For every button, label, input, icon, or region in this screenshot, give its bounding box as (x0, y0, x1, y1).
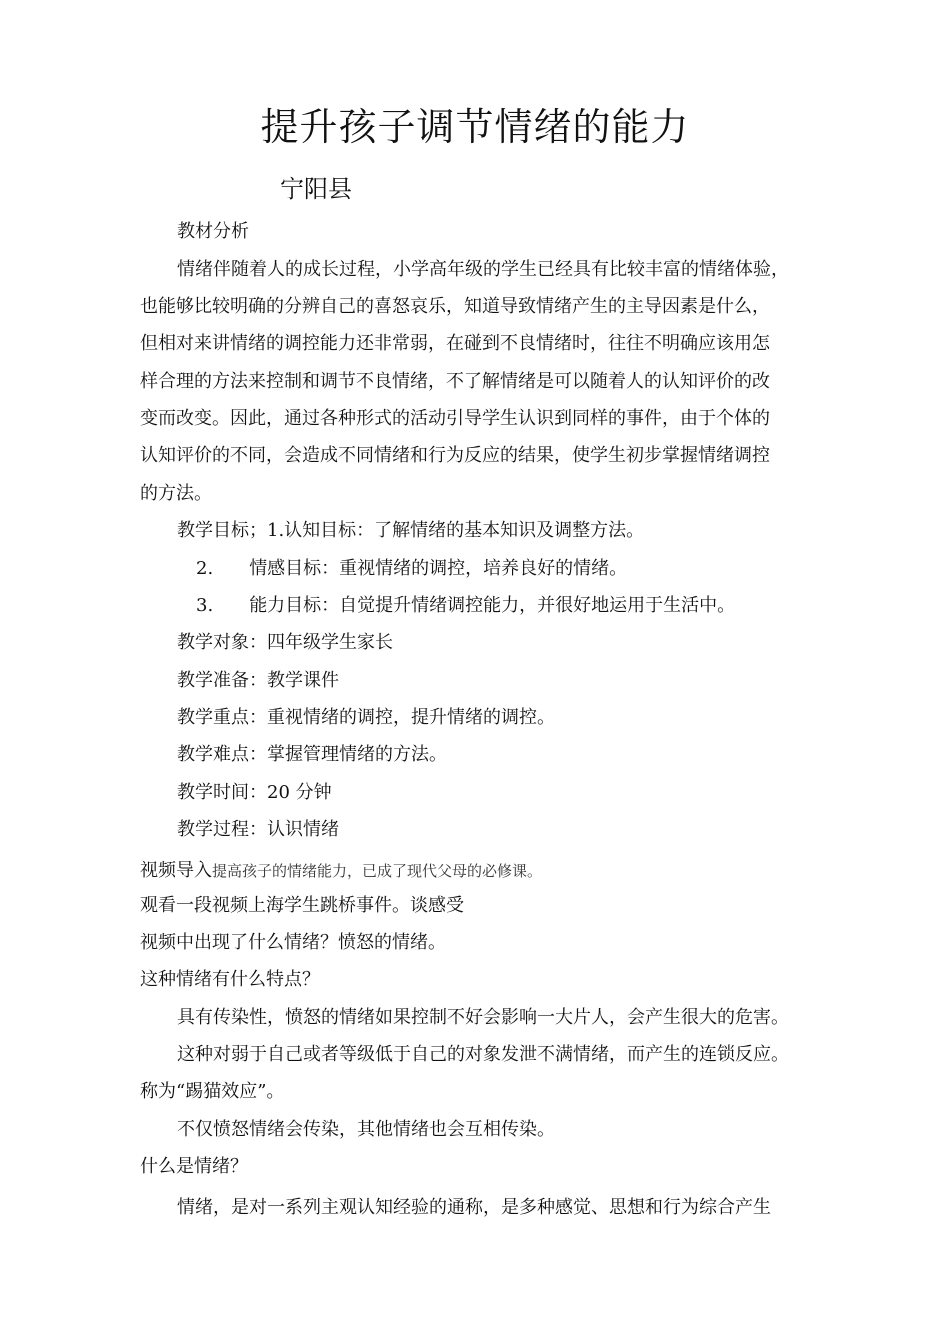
video-intro-text: 提高孩子的情绪能力，已成了现代父母的必修课。 (212, 862, 543, 880)
analysis-line: 也能够比较明确的分辨自己的喜怒哀乐，知道导致情绪产生的主导因素是什么， (140, 296, 770, 317)
teaching-goal-2 (196, 556, 627, 582)
teaching-goal-1: 教学目标；1.认知目标：了解情绪的基本知识及调整方法。 (177, 520, 645, 541)
teaching-focus: 教学重点：重视情绪的调控，提升情绪的调控。 (177, 707, 555, 728)
goal-3-number: 3. (196, 595, 214, 616)
paragraph-line: 这种对弱于自己或者等级低于自己的对象发泄不满情绪，而产生的连锁反应。 (177, 1044, 789, 1065)
teaching-difficulty: 教学难点：掌握管理情绪的方法。 (177, 744, 447, 765)
teaching-goal-3 (196, 593, 735, 619)
analysis-line: 的方法。 (140, 483, 212, 504)
video-intro (140, 858, 542, 884)
paragraph-line: 情绪，是对一系列主观认知经验的通称，是多种感觉、思想和行为综合产生 (177, 1197, 771, 1218)
analysis-line: 变而改变。因此，通过各种形式的活动引导学生认识到同样的事件，由于个体的 (140, 408, 770, 429)
analysis-line: 但相对来讲情绪的调控能力还非常弱，在碰到不良情绪时，往往不明确应该用怎 (140, 333, 770, 354)
watch-video-line: 观看一段视频上海学生跳桥事件。谈感受 (140, 895, 464, 916)
goal-3-text: 能力目标：自觉提升情绪调控能力，并很好地运用于生活中。 (249, 595, 736, 616)
paragraph-line: 不仅愤怒情绪会传染，其他情绪也会互相传染。 (177, 1119, 555, 1140)
analysis-line: 情绪伴随着人的成长过程，小学高年级的学生已经具有比较丰富的情绪体验， (177, 259, 789, 280)
paragraph-line: 称为“踢猫效应”。 (140, 1081, 285, 1102)
question-line: 视频中出现了什么情绪？愤怒的情绪。 (140, 932, 446, 953)
teaching-target: 教学对象：四年级学生家长 (177, 632, 393, 653)
section-heading-analysis: 教材分析 (177, 221, 249, 242)
goal-2-text: 情感目标：重视情绪的调控，培养良好的情绪。 (249, 558, 628, 579)
analysis-line: 认知评价的不同，会造成不同情绪和行为反应的结果，使学生初步掌握情绪调控 (140, 445, 770, 466)
video-intro-label: 视频导入 (140, 860, 212, 881)
document-title: 提升孩子调节情绪的能力 (260, 105, 690, 149)
analysis-line: 样合理的方法来控制和调节不良情绪，不了解情绪是可以随着人的认知评价的改 (140, 371, 770, 392)
author-name: 宁阳县 (280, 175, 352, 203)
teaching-process: 教学过程：认识情绪 (177, 819, 339, 840)
question-line: 这种情绪有什么特点？ (140, 969, 320, 990)
goal-2-number: 2. (196, 558, 214, 579)
answer-line: 具有传染性，愤怒的情绪如果控制不好会影响一大片人，会产生很大的危害。 (177, 1007, 789, 1028)
teaching-prep: 教学准备：教学课件 (177, 670, 339, 691)
teaching-time: 教学时间：20 分钟 (177, 782, 332, 803)
question-line: 什么是情绪？ (140, 1156, 248, 1177)
